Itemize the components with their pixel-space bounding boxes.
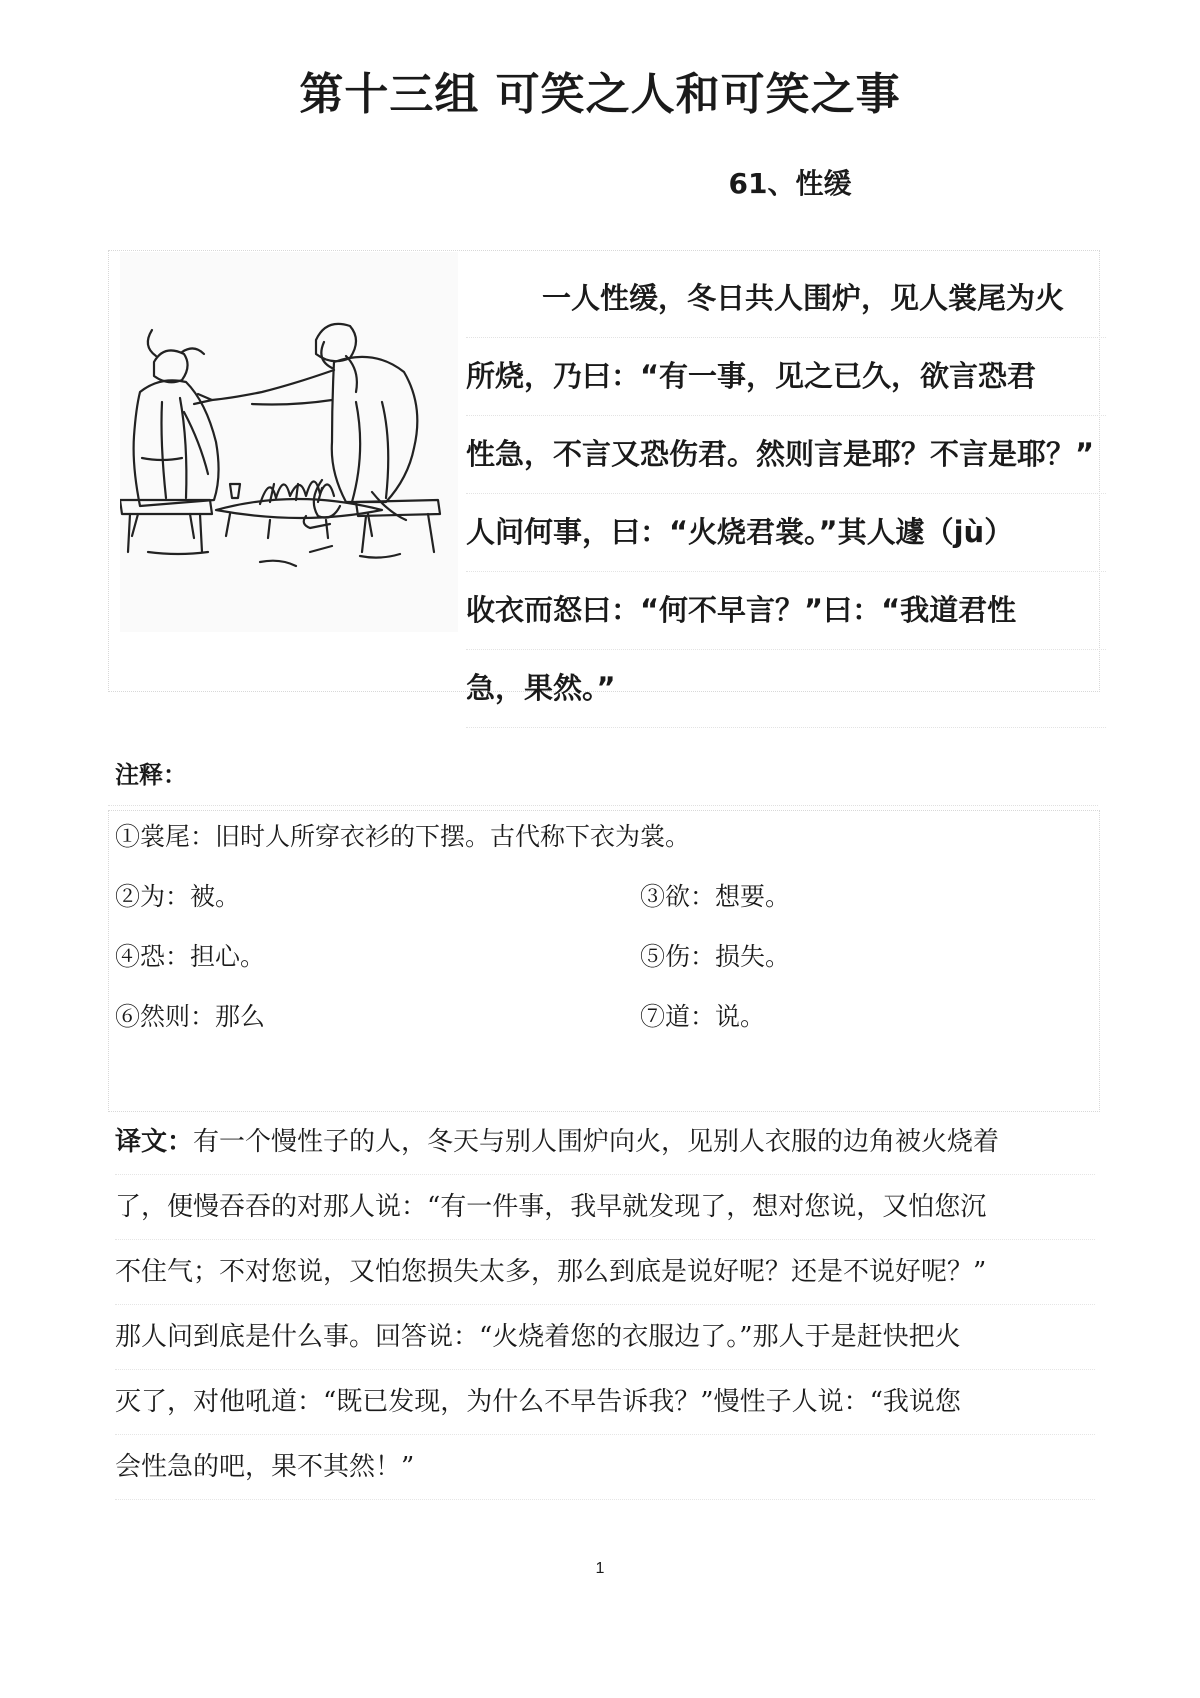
note-item: ④恐：担心。 — [115, 942, 266, 971]
translation-text — [115, 1110, 1095, 1500]
note-item: ③欲：想要。 — [640, 882, 791, 911]
note-item: ⑥然则：那么 — [115, 1002, 266, 1031]
translation-line: 灭了，对他吼道：“既已发现，为什么不早告诉我？”慢性子人说：“我说您 — [115, 1370, 1095, 1435]
story-line: 一人性缓，冬日共人围炉，见人裳尾为火 — [466, 260, 1106, 338]
page-number: 1 — [595, 1560, 605, 1577]
note-item: ①裳尾：旧时人所穿衣衫的下摆。古代称下衣为裳。 — [115, 822, 691, 851]
story-line: 人问何事，曰：“火烧君裳。”其人遽（jù） — [466, 494, 1106, 572]
story-line: 所烧，乃曰：“有一事，见之已久，欲言恐君 — [466, 338, 1106, 416]
translation-line: 有一个慢性子的人，冬天与别人围炉向火，见别人衣服的边角被火烧着 — [193, 1127, 1000, 1157]
story-line: 性急，不言又恐伤君。然则言是耶？不言是耶？” — [466, 416, 1106, 494]
translation-line: 会性急的吧，果不其然！” — [115, 1435, 1095, 1500]
note-item: ⑦道：说。 — [640, 1002, 766, 1031]
translation-line: 了，便慢吞吞的对那人说：“有一件事，我早就发现了，想对您说，又怕您沉 — [115, 1175, 1095, 1240]
story-line: 急，果然。” — [466, 650, 1106, 728]
story-title: 61、性缓 — [728, 167, 852, 200]
illustration-drawing — [120, 252, 458, 632]
translation-label: 译文： — [115, 1127, 194, 1157]
note-item: ⑤伤：损失。 — [640, 942, 791, 971]
translation-line: 那人问到底是什么事。回答说：“火烧着您的衣服边了。”那人于是赶快把火 — [115, 1305, 1095, 1370]
divider — [108, 805, 1098, 807]
note-item: ②为：被。 — [115, 882, 241, 911]
notes-heading: 注释： — [115, 761, 187, 789]
notes-box — [108, 810, 1100, 1112]
page-title: 第十三组 可笑之人和可笑之事 — [299, 69, 901, 120]
story-illustration — [120, 252, 458, 632]
story-line: 收衣而怒曰：“何不早言？”曰：“我道君性 — [466, 572, 1106, 650]
story-text — [466, 260, 1106, 728]
translation-line: 不住气；不对您说，又怕您损失太多，那么到底是说好呢？还是不说好呢？” — [115, 1240, 1095, 1305]
